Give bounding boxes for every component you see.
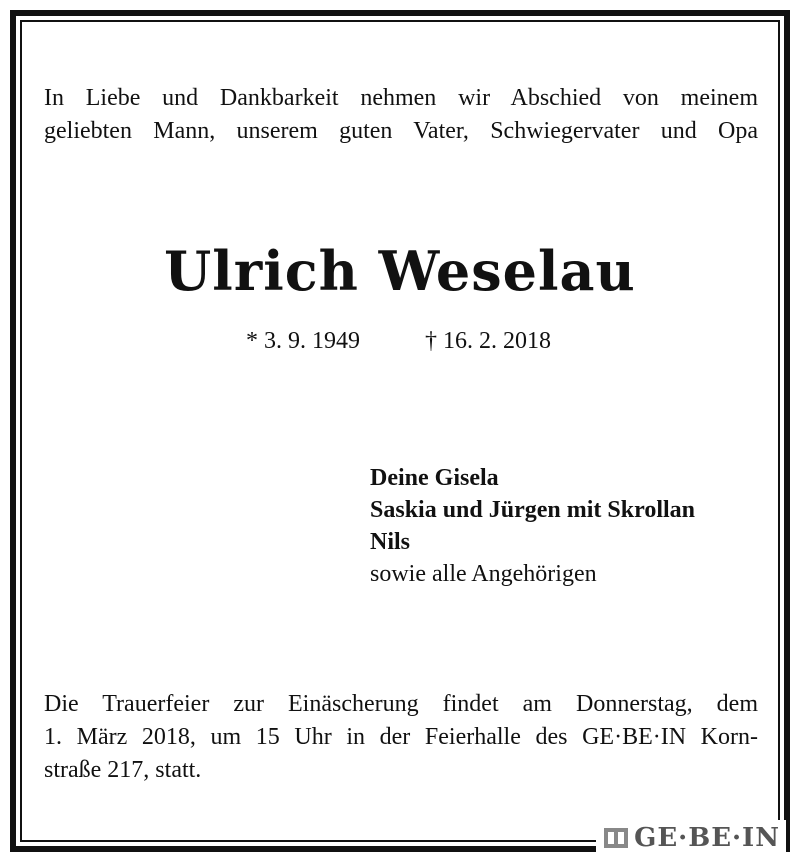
intro-line-2: geliebten Mann, unserem guten Vater, Schwiegervater und Opa (44, 118, 758, 144)
funeral-line-2: 1. März 2018, um 15 Uhr in der Feierhalle des GE·BE·IN Korn- (44, 724, 758, 750)
mourners-list (370, 462, 770, 590)
mourner-line-2: Saskia und Jürgen mit Skrollan (370, 497, 695, 523)
mourner-line-3: Nils (370, 529, 411, 555)
gebein-logo-text: GE·BE·IN (634, 823, 780, 853)
gebein-logo (596, 820, 786, 856)
funeral-notice (44, 688, 758, 787)
birth-date: * 3. 9. 1949 (246, 328, 360, 354)
deceased-name: Ulrich Weselau (164, 239, 636, 303)
mourner-line-1: Deine Gisela (370, 465, 499, 491)
gebein-logo-icon (602, 824, 630, 852)
funeral-line-1: Die Trauerfeier zur Einäscherung findet am Donnerstag, dem (44, 691, 758, 717)
intro-line-1: In Liebe und Dankbarkeit nehmen wir Abschied von meinem (44, 85, 758, 111)
intro-text (44, 82, 758, 148)
funeral-line-3: straße 217, statt. (44, 757, 202, 783)
mourner-line-4: sowie alle Angehörigen (370, 561, 597, 587)
death-date: † 16. 2. 2018 (425, 328, 551, 354)
